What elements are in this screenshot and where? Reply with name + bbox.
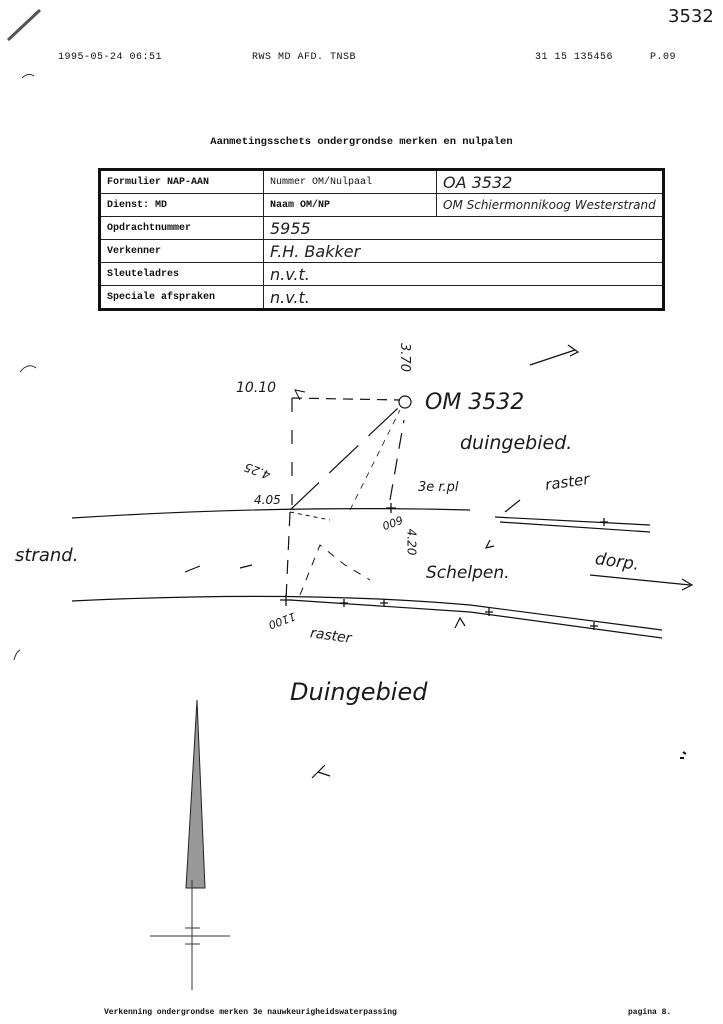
form-label: Sleuteladres [100, 263, 264, 286]
road-line-upper [72, 509, 470, 518]
area-label: Schelpen. [426, 563, 510, 583]
footer-text: Verkenning ondergrondse merken 3e nauwkeurigheidswaterpassing [104, 1008, 397, 1017]
fax-artifact [20, 366, 36, 372]
measure-line [292, 398, 400, 400]
pole-label: 600 [380, 512, 405, 533]
measure-line [390, 420, 404, 500]
arrow-icon [530, 345, 578, 365]
form-label: Formulier NAP-AAN [100, 170, 264, 194]
north-arrow-icon [150, 880, 230, 990]
form-value: 5955 [264, 217, 664, 240]
form-value: n.v.t. [264, 286, 664, 310]
area-label: duingebied. [460, 432, 573, 454]
north-arrow-icon [186, 700, 205, 888]
page-number: pagina 8. [628, 1008, 672, 1017]
arrow-icon [505, 500, 520, 512]
area-label: raster [543, 469, 591, 495]
form-label: Speciale afspraken [100, 286, 264, 310]
form-value: OA 3532 [437, 170, 664, 194]
form-label: Opdrachtnummer [100, 217, 264, 240]
fax-page: P.09 [650, 52, 677, 63]
distance-label: 3.70 [396, 343, 412, 372]
measure-line [350, 410, 400, 510]
road-line-upper-right [495, 517, 650, 532]
fax-artifact [22, 74, 34, 78]
form-value: F.H. Bakker [264, 240, 664, 263]
measure-line [286, 512, 290, 600]
fax-sender: RWS MD AFD. TNSB [252, 52, 357, 63]
form-value: OM Schiermonnikoog Westerstrand [437, 194, 664, 217]
form-label: Verkenner [100, 240, 264, 263]
area-label: dorp. [593, 549, 641, 575]
distance-label: 4.05 [254, 493, 281, 507]
arrow-icon [486, 540, 494, 548]
area-label: strand. [15, 545, 79, 566]
distance-label: 4.25 [242, 459, 273, 483]
fax-artifact [8, 10, 40, 40]
marker-circle [399, 396, 411, 408]
fax-artifact [680, 752, 686, 758]
measure-line [300, 545, 370, 595]
road-line-lower [72, 596, 662, 638]
document-title: Aanmetingsschets ondergrondse merken en nulpalen [210, 136, 513, 148]
arrow-icon [455, 618, 465, 628]
pole-label: 1100 [266, 609, 298, 632]
form-label: Naam OM/NP [264, 194, 437, 217]
measure-line [290, 408, 398, 510]
form-label: Nummer OM/Nulpaal [264, 170, 437, 194]
arrow-icon [312, 765, 330, 778]
fax-phone: 31 15 135456 [535, 52, 614, 63]
form-label: Dienst: MD [100, 194, 264, 217]
distance-label: 4.20 [404, 528, 419, 556]
arrow-icon [185, 565, 252, 572]
area-label: Duingebied [290, 678, 428, 706]
measure-line [290, 512, 330, 520]
form-value: n.v.t. [264, 263, 664, 286]
rpl-label: 3e r.pl [418, 480, 459, 495]
area-label: raster [309, 625, 353, 647]
fax-datetime: 1995-05-24 06:51 [58, 52, 163, 63]
stamp-number: 3532 [668, 6, 714, 27]
arrow-icon [590, 575, 692, 590]
marker-label: OM 3532 [425, 390, 525, 415]
fax-artifact [14, 650, 20, 660]
distance-label: 10.10 [236, 380, 277, 396]
